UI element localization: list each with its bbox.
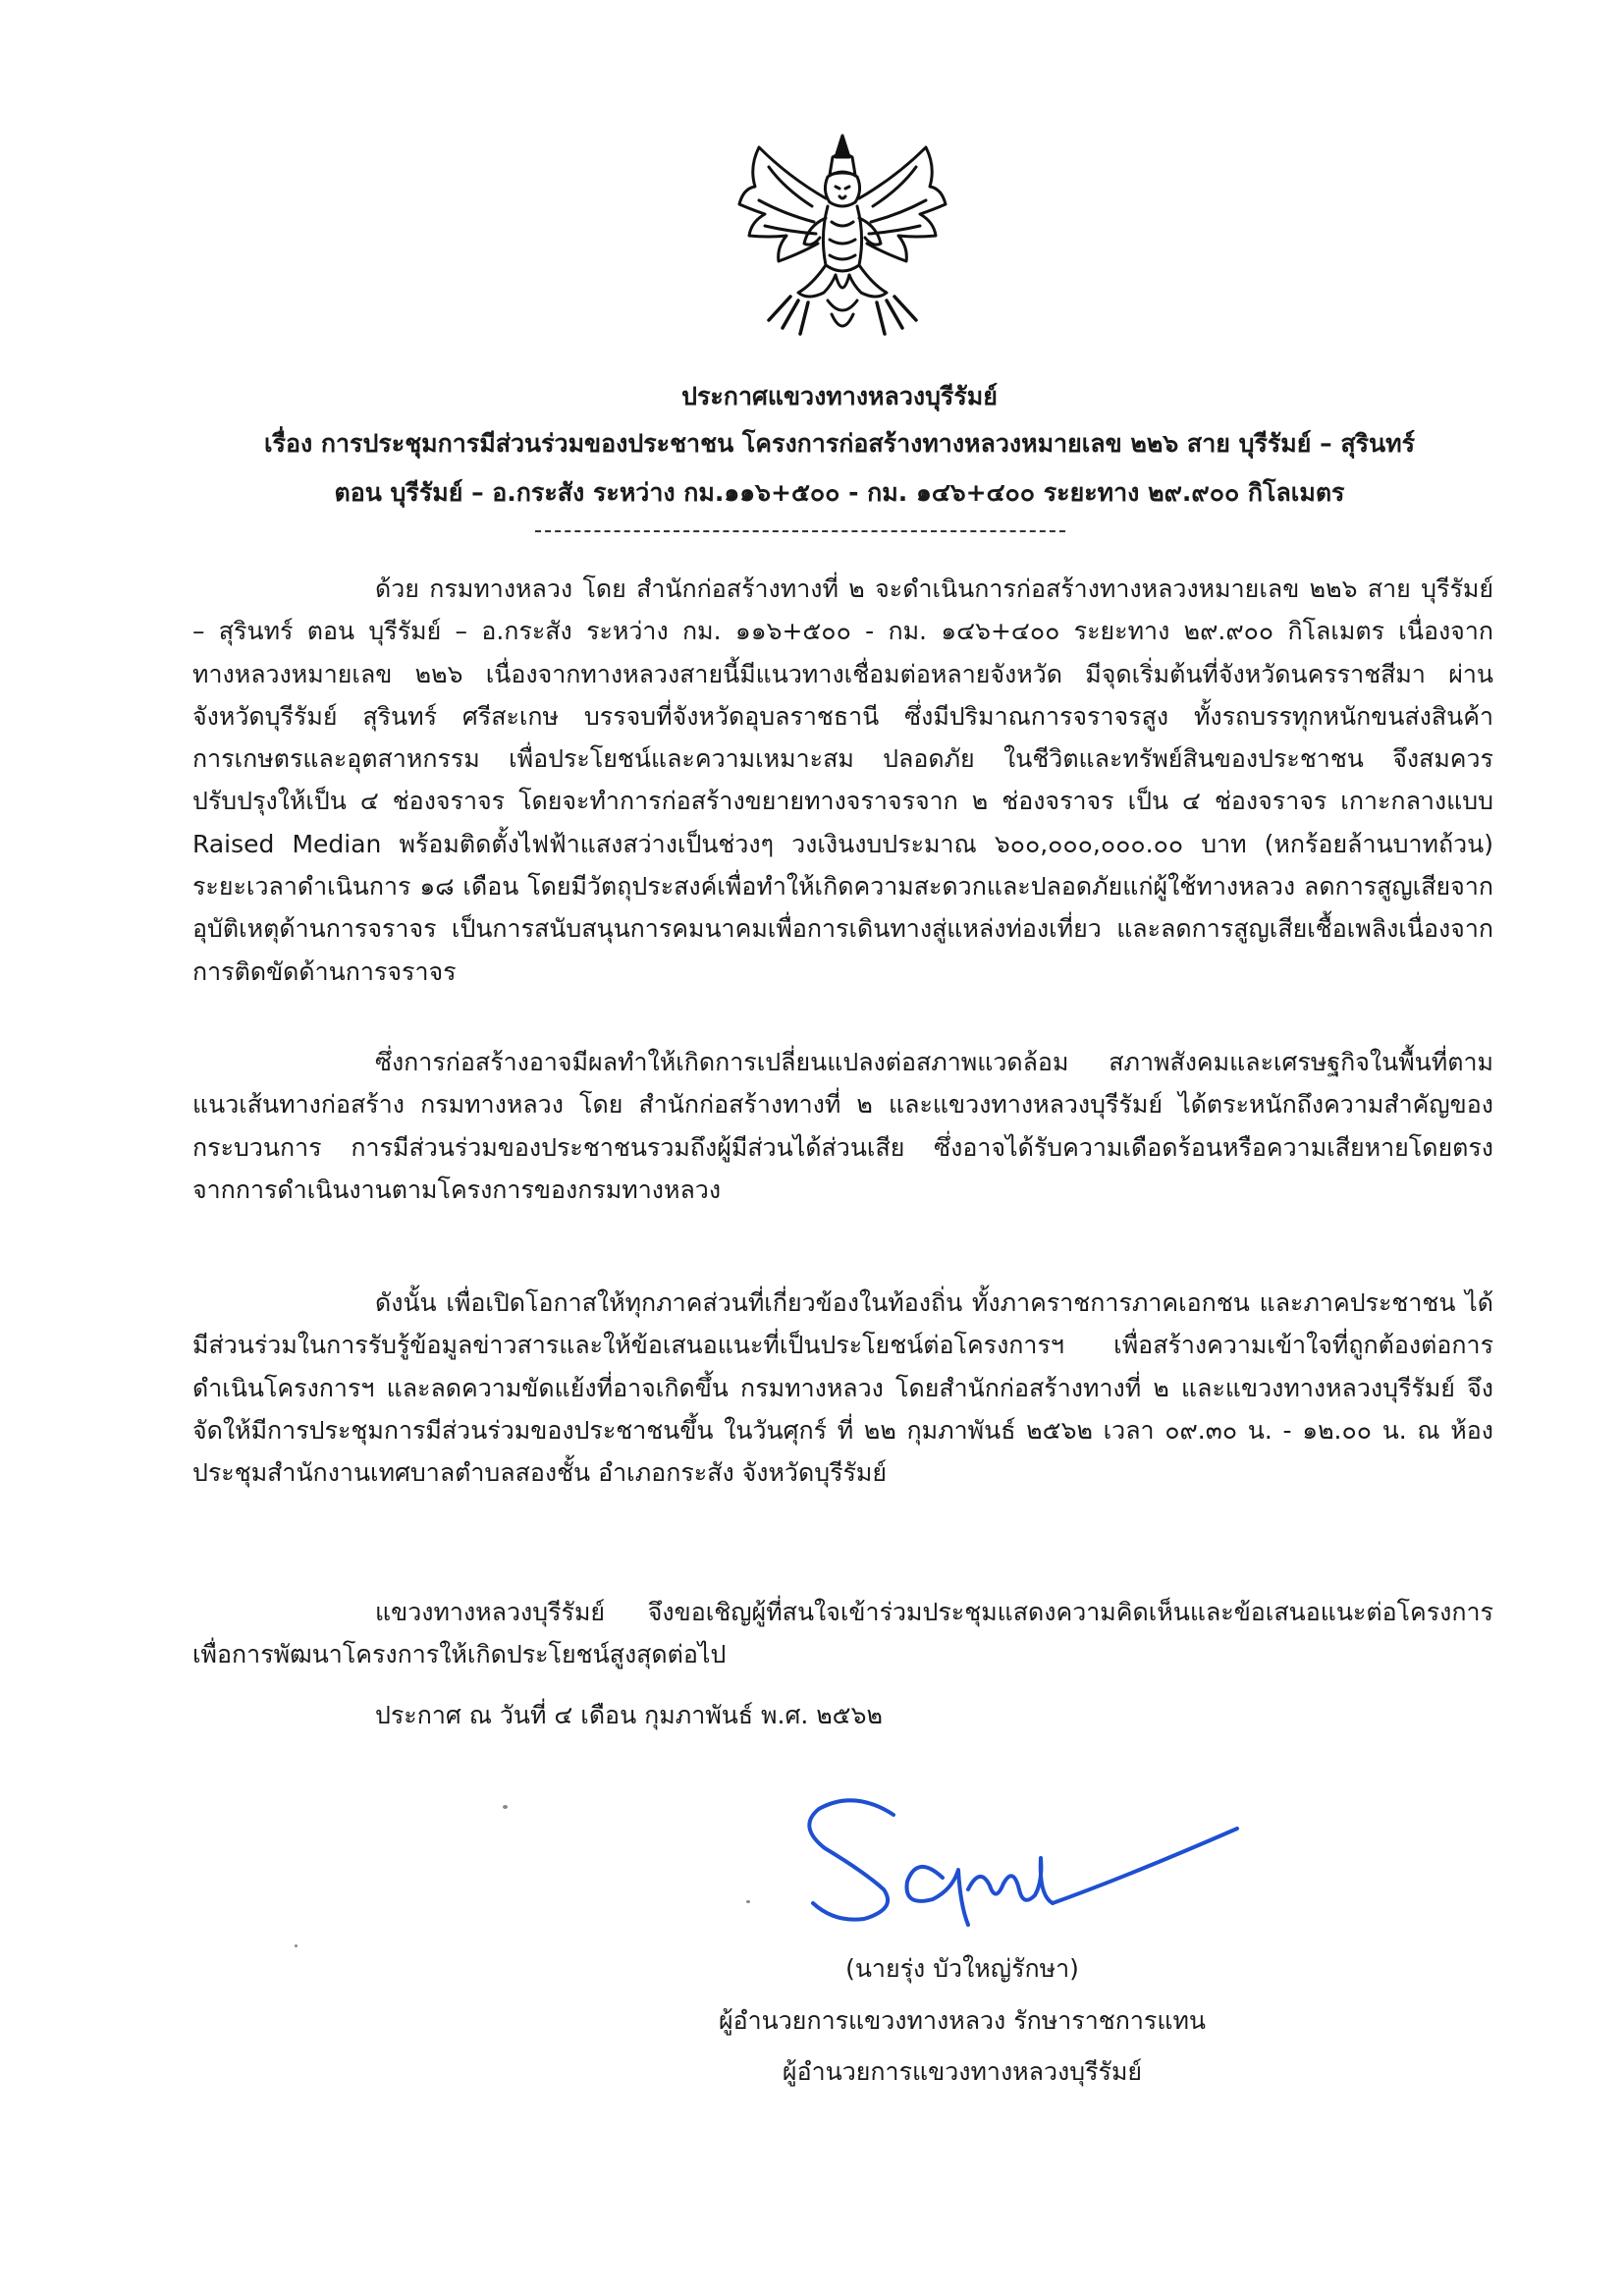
scan-speck [746,1900,750,1903]
subject-line-1: เรื่อง การประชุมการมีส่วนร่วมของประชาชน โครงการก่อสร้างทางหลวงหมายเลข ๒๒๖ สาย บุรีรัมย์ – สุรินทร์ [263,429,1416,458]
scan-speck [503,1805,508,1809]
subject-line-2: ตอน บุรีรัมย์ – อ.กระสัง ระหว่าง กม.๑๑๖+๕๐๐ - กม. ๑๔๖+๔๐๐ ระยะทาง ๒๙.๙๐๐ กิโลเมตร [334,478,1345,507]
signatory-position-2: ผู้อำนวยการแขวงทางหลวงบุรีรัมย์ [782,2057,1143,2086]
body-paragraph-1: ด้วย กรมทางหลวง โดย สำนักก่อสร้างทางที่ ๒ จะดำเนินการก่อสร้างทางหลวงหมายเลข ๒๒๖ สาย บุรีรัมย์ – สุรินทร์ ตอน บุรีรัมย์ – อ.กระสัง ระหว่าง กม. ๑๑๖+๕๐๐ - กม. ๑๔๖+๔๐๐ ระยะทาง ๒๙.๙๐๐ กิโลเมตร เนื่องจากทางหลวงหมายเลข ๒๒๖ เนื่องจากทางหลวงสายนี้มีแนวทางเชื่อมต่อหลายจังหวัด มีจุดเริ่มต้นที่จังหวัดนครราชสีมา ผ่านจังหวัดบุรีรัมย์ สุรินทร์ ศรีสะเกษ บรรจบที่จังหวัดอุบลราชธานี ซึ่งมีปริมาณการจราจรสูง ทั้งรถบรรทุกหนักขนส่งสินค้าการเกษตรและอุตสาหกรรม เพื่อประโยชน์และความเหมาะสม ปลอดภัย ในชีวิตและทรัพย์สินของประชาชน จึงสมควรปรับปรุงให้เป็น ๔ ช่องจราจร โดยจะทำการก่อสร้างขยายทางจราจรจาก ๒ ช่องจราจร เป็น ๔ ช่องจราจร เกาะกลางแบบ Raised Median พร้อมติดตั้งไฟฟ้าแสงสว่างเป็นช่วงๆ วงเงินงบประมาณ ๖๐๐,๐๐๐,๐๐๐.๐๐ บาท (หกร้อยล้านบาทถ้วน) ระยะเวลาดำเนินการ ๑๘ เดือน โดยมีวัตถุประสงค์เพื่อทำให้เกิดความสะดวกและปลอดภัยแก่ผู้ใช้ทางหลวง ลดการสูญเสียจากอุบัติเหตุด้านการจราจร เป็นการสนับสนุนการคมนาคมเพื่อการเดินทางสู่แหล่งท่องเที่ยว และลดการสูญเสียเชื้อเพลิงเนื่องจากการติดขัดด้านการจราจร [192,574,1493,986]
signature-icon [795,1787,1247,1944]
announcement-title: ประกาศแขวงทางหลวงบุรีรัมย์ [681,382,998,410]
body-paragraph-2: ซึ่งการก่อสร้างอาจมีผลทำให้เกิดการเปลี่ยนแปลงต่อสภาพแวดล้อม สภาพสังคมและเศรษฐกิจในพื้นที่ตามแนวเส้นทางก่อสร้าง กรมทางหลวง โดย สำนักก่อสร้างทางที่ ๒ และแขวงทางหลวงบุรีรัมย์ ได้ตระหนักถึงความสำคัญของกระบวนการ การมีส่วนร่วมของประชาชนรวมถึงผู้มีส่วนได้ส่วนเสีย ซึ่งอาจได้รับความเดือดร้อนหรือความเสียหายโดยตรงจากการดำเนินงานตามโครงการของกรมทางหลวง [192,1048,1493,1204]
header-divider [535,530,1065,532]
body-paragraph-4: แขวงทางหลวงบุรีรัมย์ จึงขอเชิญผู้ที่สนใจเข้าร่วมประชุมแสดงความคิดเห็นและข้อเสนอแนะต่อโครงการเพื่อการพัฒนาโครงการให้เกิดประโยชน์สูงสุดต่อไป [192,1598,1493,1669]
garuda-emblem-icon [730,128,955,349]
body-paragraph-3: ดังนั้น เพื่อเปิดโอกาสให้ทุกภาคส่วนที่เกี่ยวข้องในท้องถิ่น ทั้งภาคราชการภาคเอกชน และภาคประชาชน ได้มีส่วนร่วมในการรับรู้ข้อมูลข่าวสารและให้ข้อเสนอแนะที่เป็นประโยชน์ต่อโครงการฯ เพื่อสร้างความเข้าใจที่ถูกต้องต่อการดำเนินโครงการฯ และลดความขัดแย้งที่อาจเกิดขึ้น กรมทางหลวง โดยสำนักก่อสร้างทางที่ ๒ และแขวงทางหลวงบุรีรัมย์ จึงจัดให้มีการประชุมการมีส่วนร่วมของประชาชนขึ้น ในวันศุกร์ ที่ ๒๒ กุมภาพันธ์ ๒๕๖๒ เวลา ๐๙.๓๐ น. - ๑๒.๐๐ น. ณ ห้องประชุมสำนักงานเทศบาลตำบลสองชั้น อำเภอกระสัง จังหวัดบุรีรัมย์ [192,1288,1493,1488]
signatory-position-1: ผู้อำนวยการแขวงทางหลวง รักษาราชการแทน [718,2006,1207,2035]
signatory-name: (นายรุ่ง บัวใหญ่รักษา) [845,1954,1079,1983]
announce-date: ประกาศ ณ วันที่ ๔ เดือน กุมภาพันธ์ พ.ศ. ๒๕๖๒ [375,1701,883,1729]
scan-speck [295,1944,298,1947]
